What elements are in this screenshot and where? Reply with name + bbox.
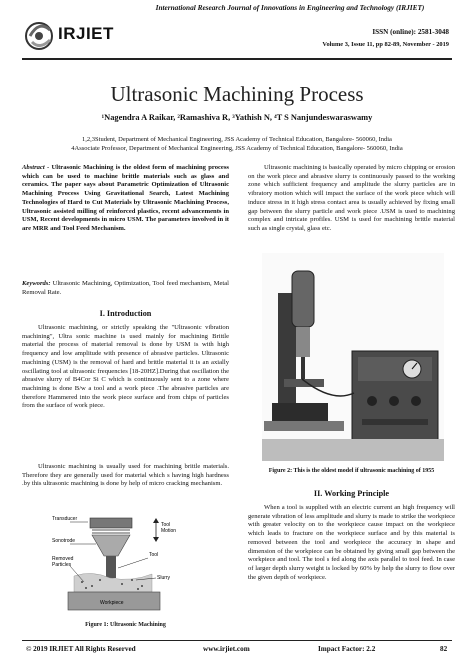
intro-paragraph-2: Ultrasonic machining is usually used for machining brittle materials. Therefore they are generally used for material which s having high hardness .by this ultrasonic machining is done by help of micro cracking mechanism.: [22, 463, 229, 488]
authors: ¹Nagendra A Raikar, ²Ramashiva R, ³Yathish N, ⁴T S Nanjundeswaraswamy: [101, 113, 373, 122]
working-principle-paragraph: When a tool is supplied with an electric current an high frequency will generate vibration of less amplitude and slurry is made to strike the workpiece with greater velocity on to the workpiece cause impact on the workpiece which leads to fracture on the workpiece surface and by this material is removed between the tool and workpiece the accuracy in shape and dimension of the workpiece can be obtained by giving small gap between the workpiece and tool. The tool s fed along the axis parallel to tool feed. In case of larger depth slurry weight is locked by 60% by help the slurry to flow over the given depth of workpiece.: [248, 504, 455, 581]
figure-1-label-tool-motion-2: Motion: [161, 528, 177, 534]
figure-2-photo: [262, 253, 444, 461]
figure-1-label-transducer: Transducer: [52, 516, 78, 522]
affiliation-1: 1,2,3Student, Department of Mechanical Engineering, JSS Academy of Technical Education, Bangalore- 560060, India: [82, 136, 392, 143]
journal-title: International Research Journal of Innovations in Engineering and Technology (IRJIET): [155, 3, 425, 12]
figure-1-label-slurry: Slurry: [157, 575, 171, 581]
volume-info: Volume 3, Issue 11, pp 82-89, November - 2019: [322, 41, 449, 48]
figure-1-label-tool: Tool: [149, 552, 159, 558]
abstract: [22, 164, 229, 234]
logo-emblem-icon: [24, 16, 58, 54]
keywords: [22, 280, 229, 297]
keywords-text: Ultrasonic Machining, Optimization, Tool feed mechanism, Metal Removal Rate.: [22, 280, 229, 296]
page-number: 82: [440, 645, 448, 653]
footer-website[interactable]: www.irjiet.com: [203, 645, 250, 653]
figure-1-label-tool-motion: Tool: [161, 522, 171, 528]
journal-logo: [24, 16, 124, 54]
figure-1-label-workpiece: Workpiece: [100, 600, 124, 606]
figure-1-label-sonotrode: Sonotrode: [52, 538, 76, 544]
figure-1-caption: Figure 1: Ultrasonic Machining: [85, 622, 166, 628]
footer-copyright: © 2019 IRJIET All Rights Reserved: [26, 645, 136, 653]
figure-2-caption: Figure 2: This is the oldest model if ultrasonic machining of 1955: [268, 468, 435, 474]
figure-1-label-removed: Removed: [52, 556, 74, 562]
section-heading-working-principle: II. Working Principle: [313, 489, 390, 498]
header-rule: [22, 58, 452, 60]
affiliation-2: 4Associate Professor, Department of Mechanical Engineering, JSS Academy of Technical Education, Bangalore- 560060, India: [71, 145, 403, 152]
right-paragraph-top: Ultrasonic machining is basically operated by micro chipping or erosion on the work piece and abrasive slurry is continuously passed to the working zone which sufficient frequency and amplitude the slurry particles are in vibratory motion which will impact the surface of the work piece which will induce stress in it high stress contact area is usually achieved by fixing small gap between the slurry particle and work piece .USM is used to machining complex and intricate profiles. USM is used for machining brittle material such as single crystal, glass etc.: [248, 164, 455, 232]
abstract-label: Abstract: [22, 164, 45, 171]
intro-paragraph-1: Ultrasonic machining, or strictly speaking the "Ultrasonic vibration machining", Ultra sonic machine is used mainly for machining Brittle material the process of material removal is done by USM is with high frequency and low amplitude with presence of abrasive particles. Ultrasonic machining (USM) is the removal of hard and brittle material it is an axially oscillating tool at ultrasonic frequencies [18-20HZ].During that oscillation the abrasive slurry of B4Cor Si C which is continuously sent to a zone where machining is done B/w a tool and a work piece .The abrasive particles are therefore Hammered into the work piece surface and from chips of particles from the surface of work piece.: [22, 324, 229, 410]
abstract-text: - Ultrasonic Machining is the oldest form of machining process which can be used to machine brittle materials such as glass and ceramics. The paper says about Parametric Optimization of Ultrasonic Machining Process Using Gravitational Search, Latest Machining Technologies of Hard to Cut Materials by Ultrasonic Machining Process, Ultrasonic assisted milling of reinforced plastics, recent advancements in USM, Recent developments in micro USM. The parameters involved in it are MRR and Tool Feed Mechanism.: [22, 164, 229, 232]
issn: ISSN (online): 2581-3048: [372, 28, 449, 36]
footer-impact-factor: Impact Factor: 2.2: [318, 645, 376, 653]
figure-1-label-particles: Particles: [52, 562, 72, 568]
figure-1-diagram: [52, 516, 202, 616]
section-heading-introduction: I. Introduction: [99, 309, 152, 318]
logo-text: IRJIET: [58, 24, 114, 43]
paper-title: Ultrasonic Machining Process: [110, 82, 364, 106]
footer-rule: [22, 640, 452, 641]
keywords-label: Keywords:: [22, 280, 51, 287]
